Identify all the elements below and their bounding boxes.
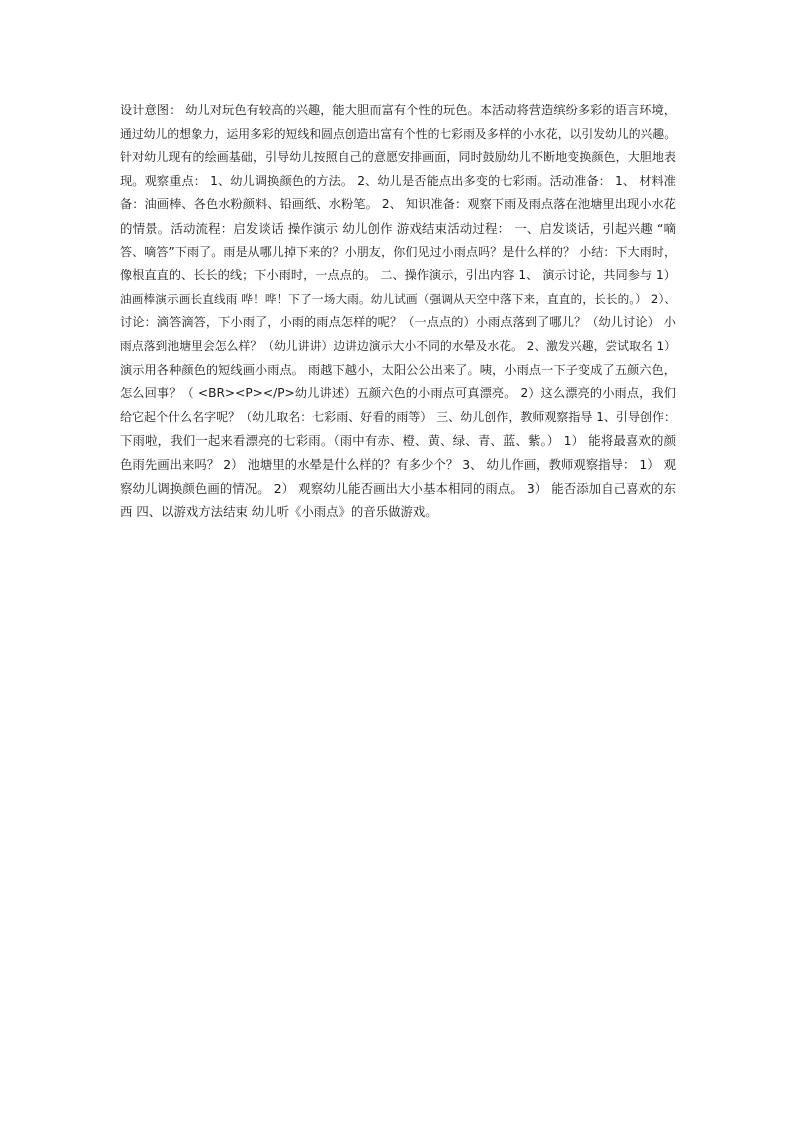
text-line: 给它起个什么名字呢？（幼儿取名：七彩雨、好看的雨等） 三、幼儿创作，教师观察指导 1、引导创作：	[120, 409, 676, 424]
text-line: 察幼儿调换颜色画的情况。 2） 观察幼儿能否画出大小基本相同的雨点。 3） 能否添加自己喜欢的东	[120, 480, 676, 496]
text-line: 怎么回事？（ <BR><P></P>幼儿讲述）五颜六色的小雨点可真漂亮。 2）这么漂亮的小雨点，我们	[120, 386, 676, 401]
text-line: 色雨先画出来吗？ 2） 池塘里的水晕是什么样的？有多少个？ 3、 幼儿作画，教师观察指导： 1） 观	[120, 456, 676, 472]
text-line: 通过幼儿的想象力，运用多彩的短线和圆点创造出富有个性的七彩雨及多样的小水花，以引发幼儿的兴趣。	[120, 126, 676, 141]
text-line: 下雨啦，我们一起来看漂亮的七彩雨。（雨中有赤、橙、黄、绿、青、蓝、紫。） 1） 能将最喜欢的颜	[120, 433, 676, 449]
text-line: 备：油画棒、各色水粉颜料、铅画纸、水粉笔。 2、 知识准备：观察下雨及雨点落在池塘里出现小水花	[120, 197, 676, 212]
text-line: 油画棒演示画长直线雨 哗！哗！下了一场大雨。幼儿试画（强调从天空中落下来，直直的，长长的。） 2）、	[120, 291, 676, 306]
text-line: 的情景。活动流程：启发谈话 操作演示 幼儿创作 游戏结束活动过程： 一、启发谈话，引起兴趣 “嘀	[120, 220, 676, 236]
text-line: 西 四、以游戏方法结束 幼儿听《小雨点》的音乐做游戏。	[120, 504, 438, 520]
text-line: 现。观察重点： 1、幼儿调换颜色的方法。 2、幼儿是否能点出多变的七彩雨。活动准备： 1、 材料准	[120, 173, 676, 188]
text-line: 雨点落到池塘里会怎么样？（幼儿讲讲）边讲边演示大小不同的水晕及水花。 2、激发兴趣，尝试取名 1）	[120, 338, 676, 353]
text-line: 像根直直的、长长的线；下小雨时，一点点的。 二、操作演示，引出内容 1、 演示讨论，共同参与 1）	[120, 268, 676, 283]
text-line: 演示用各种颜色的短线画小雨点。 雨越下越小，太阳公公出来了。咦，小雨点一下子变成了五颜六色，	[120, 362, 676, 377]
document-body	[120, 99, 676, 524]
text-line: 讨论：滴答滴答，下小雨了，小雨的雨点怎样的呢？（一点点的）小雨点落到了哪儿？（幼儿讨论） 小	[120, 315, 676, 330]
text-line: 针对幼儿现有的绘画基础，引导幼儿按照自己的意愿安排画面，同时鼓励幼儿不断地变换颜色，大胆地表	[120, 150, 676, 165]
text-line: 答、嘀答”下雨了。雨是从哪儿掉下来的？小朋友，你们见过小雨点吗？是什么样的？ 小结：下大雨时，	[120, 244, 676, 259]
text-line: 设计意图： 幼儿对玩色有较高的兴趣，能大胆而富有个性的玩色。本活动将营造缤纷多彩的语言环境，	[120, 103, 676, 117]
